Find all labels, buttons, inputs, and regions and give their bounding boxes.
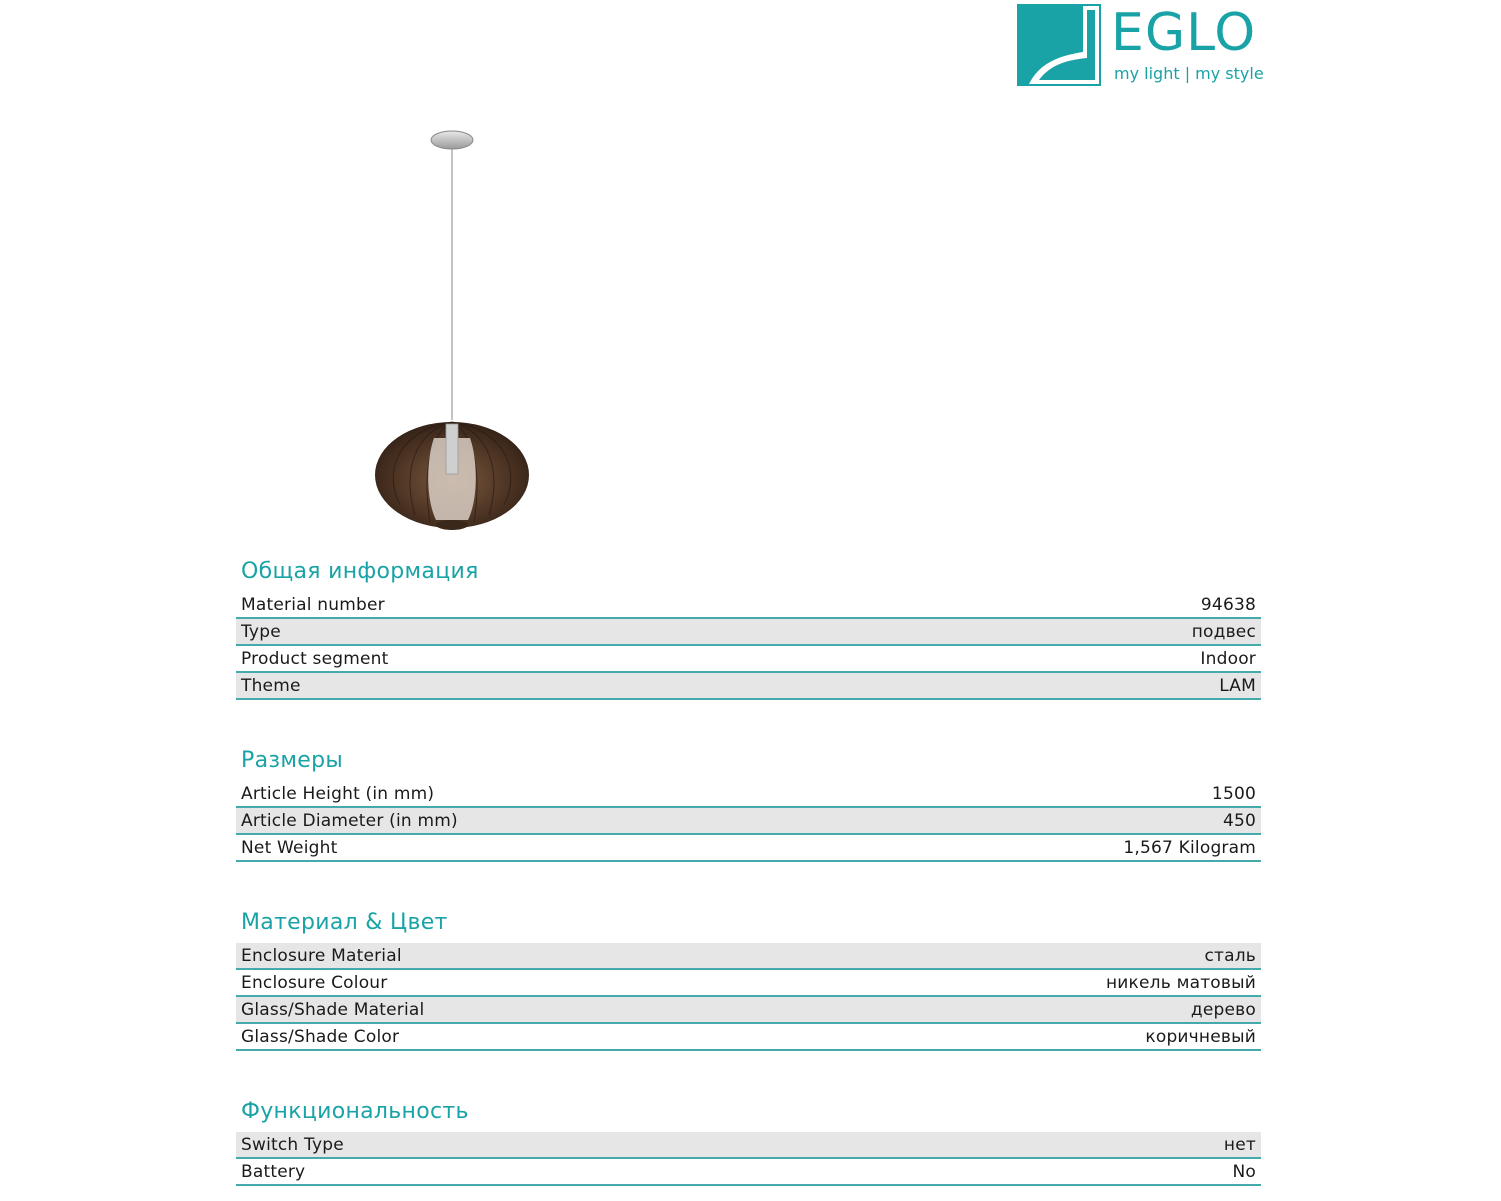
spec-label: Product segment xyxy=(241,648,389,669)
spec-label: Material number xyxy=(241,594,385,615)
spec-row-theme xyxy=(236,673,1261,700)
spec-value: коричневый xyxy=(1145,1026,1256,1047)
spec-value: никель матовый xyxy=(1105,972,1256,993)
spec-row-material-number xyxy=(236,592,1261,619)
spec-row-article-diameter xyxy=(236,808,1261,835)
section-title: Общая информация xyxy=(241,559,479,584)
brand-name: EGLO xyxy=(1111,3,1257,63)
spec-row-type xyxy=(236,619,1261,646)
spec-label: Battery xyxy=(241,1161,306,1182)
brand-logo xyxy=(1017,4,1267,88)
section-general-info xyxy=(236,552,1261,700)
spec-label: Switch Type xyxy=(241,1134,344,1155)
spec-value: 1500 xyxy=(1211,783,1256,804)
spec-row-article-height xyxy=(236,781,1261,808)
spec-row-product-segment xyxy=(236,646,1261,673)
pendant-lamp-icon xyxy=(360,120,545,540)
spec-row-net-weight xyxy=(236,835,1261,862)
spec-label: Enclosure Colour xyxy=(241,972,388,993)
spec-label: Article Height (in mm) xyxy=(241,783,435,804)
spec-row-shade-material xyxy=(236,997,1261,1024)
spec-value: сталь xyxy=(1204,945,1256,966)
section-title: Функциональность xyxy=(241,1099,469,1124)
spec-value: нет xyxy=(1223,1134,1256,1155)
spec-value: No xyxy=(1232,1161,1256,1182)
spec-row-switch-type xyxy=(236,1132,1261,1159)
spec-label: Type xyxy=(241,621,281,642)
spec-label: Enclosure Material xyxy=(241,945,402,966)
spec-row-battery xyxy=(236,1159,1261,1186)
spec-row-enclosure-material xyxy=(236,943,1261,970)
section-functionality xyxy=(236,1092,1261,1186)
spec-value: Indoor xyxy=(1200,648,1256,669)
spec-label: Article Diameter (in mm) xyxy=(241,810,458,831)
eglo-logo-mark-icon xyxy=(1017,4,1101,86)
spec-label: Net Weight xyxy=(241,837,338,858)
section-material-color xyxy=(236,903,1261,1051)
spec-label: Glass/Shade Color xyxy=(241,1026,400,1047)
spec-label: Glass/Shade Material xyxy=(241,999,425,1020)
spec-value: подвес xyxy=(1191,621,1256,642)
brand-tagline: my light | my style xyxy=(1114,64,1264,83)
spec-row-shade-color xyxy=(236,1024,1261,1051)
spec-row-enclosure-colour xyxy=(236,970,1261,997)
spec-label: Theme xyxy=(241,675,301,696)
spec-value: 450 xyxy=(1222,810,1256,831)
spec-value: 94638 xyxy=(1200,594,1256,615)
section-title: Размеры xyxy=(241,748,344,773)
section-title: Материал & Цвет xyxy=(241,910,448,935)
spec-value: дерево xyxy=(1190,999,1256,1020)
section-dimensions xyxy=(236,741,1261,862)
spec-value: LAM xyxy=(1219,675,1256,696)
spec-value: 1,567 Kilogram xyxy=(1123,837,1256,858)
